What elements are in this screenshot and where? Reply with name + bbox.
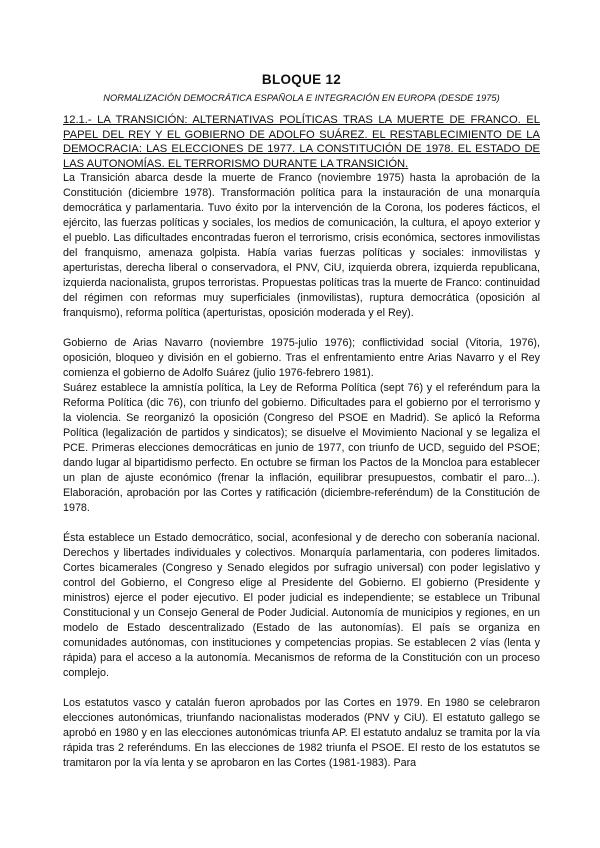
section-heading: 12.1.- LA TRANSICIÓN: ALTERNATIVAS POLÍTICAS TRAS LA MUERTE DE FRANCO. EL PAPEL DEL REY Y EL GOBIERNO DE ADOLFO SUÁREZ. EL RESTABLECIMIENTO DE LA DEMOCRACIA: LAS ELECCIONES DE 1977. LA CONSTITUCIÓN DE 1978. EL ESTADO DE LAS AUTONOMÍAS. EL TERRORISMO DURANTE LA TRANSICIÓN.	[63, 114, 540, 170]
paragraph-gap	[63, 681, 540, 696]
block-title: BLOQUE 12	[261, 72, 342, 87]
paragraph-transition-intro: La Transición abarca desde la muerte de Franco (noviembre 1975) hasta la aprobación de la Constitución (diciembre 1978). Transformación política para la instauración de una monarquía democrática y parlamentaria. Tuvo éxito por la intervención de la Corona, los poderes fácticos, el ejército, las fuerzas políticas y sociales, los medios de comunicación, la cultura, el apoyo exterior y el pueblo. Las dificultades encontradas fueron el terrorismo, crisis económica, sectores inmovilistas del franquismo, amenaza golpista. Había varias fuerzas políticas y sociales: inmovilistas y aperturistas, derecha liberal o conservadora, el PNV, CiU, izquierda obrera, izquierda republicana, izquierda nacionalista, grupos terroristas. Propuestas políticas tras la muerte de Franco: continuidad del régimen con reformas muy superficiales (inmovilistas), ruptura democrática (oposición al franquismo), reforma política (aperturistas, oposición moderada y el Rey).	[63, 172, 540, 320]
document-page	[63, 72, 540, 771]
paragraph-gap	[63, 321, 540, 336]
paragraph-statutes: Los estatutos vasco y catalán fueron aprobados por las Cortes en 1979. En 1980 se celebraron elecciones autonómicas, triunfando nacionalistas moderados (PNV y CiU). El estatuto gallego se aprobó en 1980 y en las elecciones autonómicas triunfa AP. El estatuto andaluz se tramita por la vía rápida tras 2 referéndums. En las elecciones de 1982 triunfa el PSOE. El resto de los estatutos se tramitaron por la vía lenta y se aprobaron en las Cortes (1981-1983). Para	[63, 697, 540, 770]
paragraph-gap	[63, 516, 540, 531]
paragraph-suarez-reforms: Suárez establece la amnistía política, la Ley de Reforma Política (sept 76) y el referéndum para la Reforma Política (dic 76), con triunfo del gobierno. Dificultades para el gobierno por el terrorismo y la violencia. Se reorganizó la oposición (Congreso del PSOE en Madrid). Se aplicó la Reforma Política (legalización de partidos y sindicatos); se disuelve el Movimiento Nacional y se legaliza el PCE. Primeras elecciones democráticas en junio de 1977, con triunfo de UCD, seguido del PSOE; dando lugar al bipartidismo perfecto. En octubre se firman los Pactos de la Moncloa para establecer un plan de ajuste económico (frenar la inflación, equilibrar presupuestos, combatir el paro...). Elaboración, aprobación por las Cortes y ratificación (diciembre-referéndum) de la Constitución de 1978.	[63, 382, 540, 515]
paragraph-arias-navarro: Gobierno de Arias Navarro (noviembre 1975-julio 1976); conflictividad social (Vitoria, 1976), oposición, bloqueo y división en el gobierno. Tras el enfrentamiento entre Arias Navarro y el Rey comienza el gobierno de Adolfo Suárez (julio 1976-febrero 1981).	[63, 337, 540, 380]
paragraph-constitution: Ésta establece un Estado democrático, social, aconfesional y de derecho con soberanía nacional. Derechos y libertades individuales y colectivos. Monarquía parlamentaria, con poderes limitados. Cortes bicamerales (Congreso y Senado elegidos por sufragio universal) con poder legislativo y control del Gobierno, el Congreso elige al Presidente del Gobierno. El gobierno (Presidente y ministros) ejerce el poder ejecutivo. El poder judicial es independiente; se establece un Tribunal Constitucional y un Consejo General de Poder Judicial. Autonomía de municipios y regiones, en un modelo de Estado descentralizado (Estado de las autonomías). El país se organiza en comunidades autónomas, con instituciones y competencias propias. Se establecen 2 vías (lenta y rápida) para el acceso a la autonomía. Mecanismos de reforma de la Constitución con un proceso complejo.	[63, 532, 540, 680]
block-subtitle: NORMALIZACIÓN DEMOCRÁTICA ESPAÑOLA E INTEGRACIÓN EN EUROPA (DESDE 1975)	[103, 93, 500, 103]
